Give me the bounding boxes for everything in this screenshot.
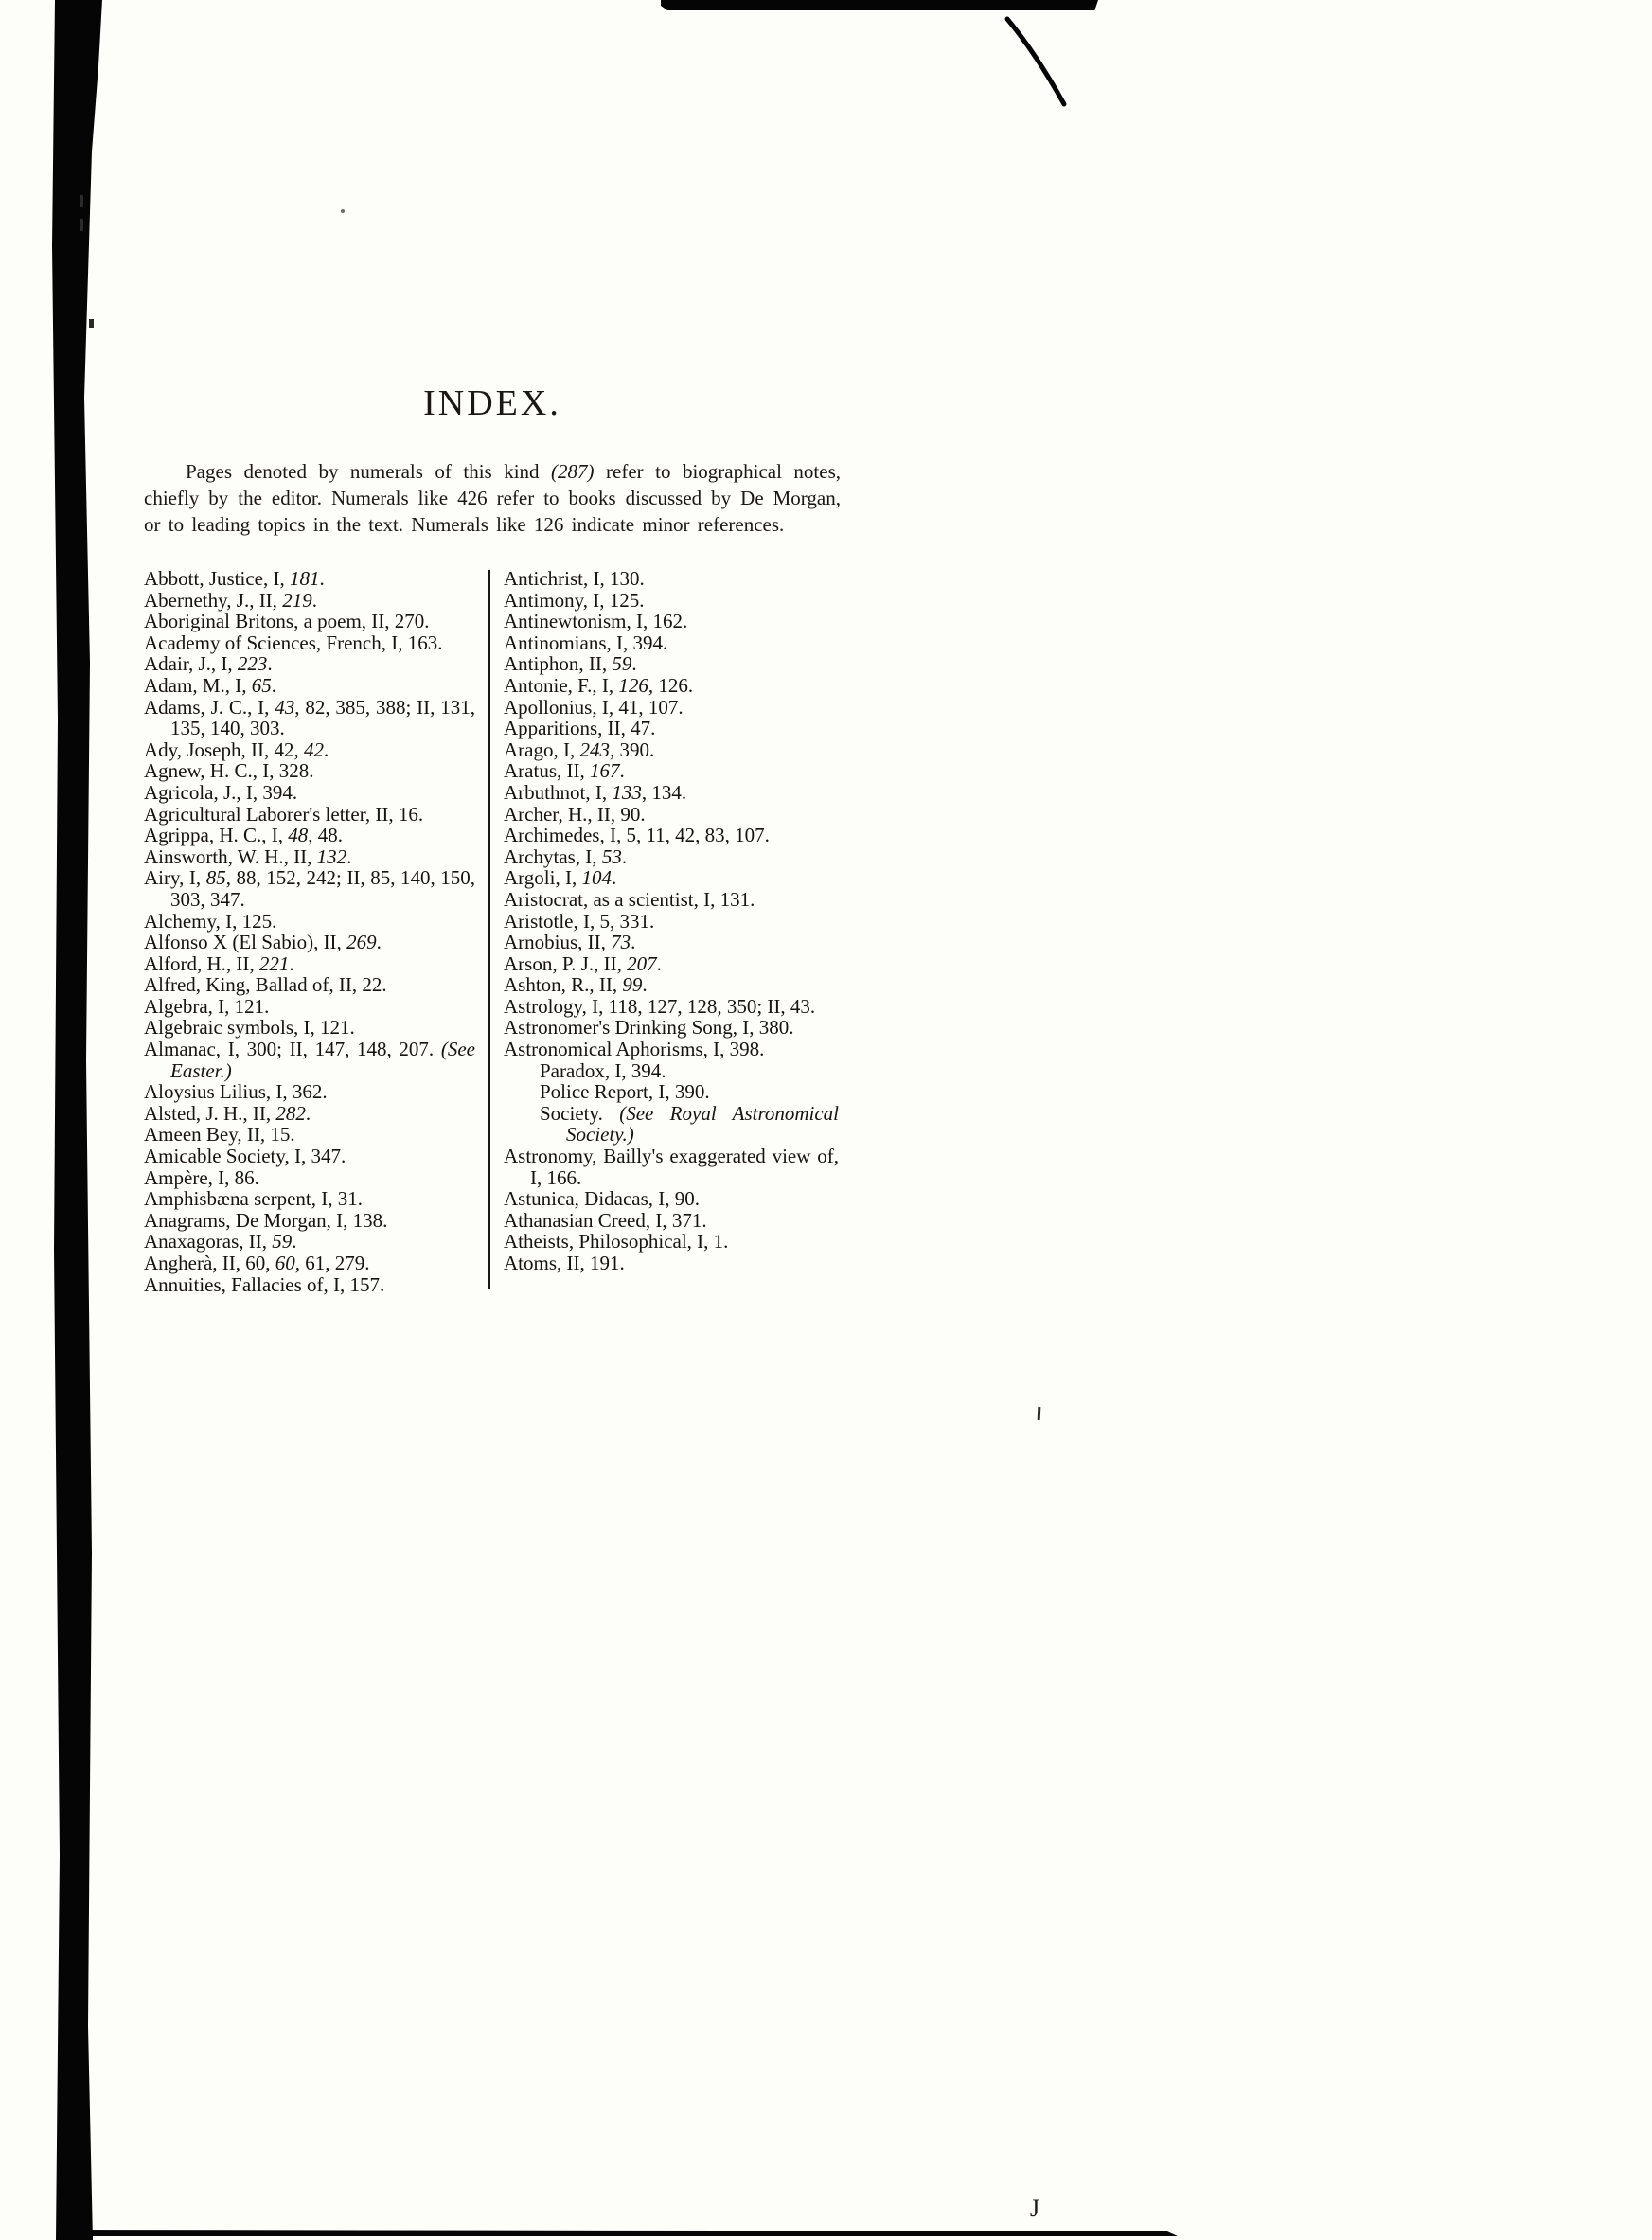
index-entry: Amicable Society, I, 347. <box>144 1145 346 1168</box>
index-entry: Annuities, Fallacies of, I, 157. <box>144 1272 385 1296</box>
page-title: INDEX. <box>423 383 561 423</box>
scan-speck <box>89 319 94 328</box>
index-entry: Argoli, I, 104. <box>504 866 617 890</box>
index-entry: Aratus, II, 167. <box>504 759 625 783</box>
index-entry: Ampère, I, 86. <box>144 1165 259 1189</box>
scan-edge-top <box>661 0 1098 10</box>
index-entry: Antimony, I, 125. <box>504 588 645 612</box>
index-entry: Paradox, I, 394. <box>540 1058 666 1082</box>
index-entry: Abernethy, J., II, 219. <box>144 588 317 612</box>
index-entry: Aboriginal Britons, a poem, II, 270. <box>144 610 430 633</box>
index-entry: Athanasian Creed, I, 371. <box>504 1208 707 1232</box>
scan-speck <box>1038 1407 1041 1420</box>
index-entry: Arnobius, II, 73. <box>504 931 636 954</box>
intro-note: Pages denoted by numerals of this kind (287) refer to biographical notes, chiefly by the editor. Numerals like 426 refer to books discussed by De Morgan, or to leading topics in the text. Numerals like 126 indicate minor references. <box>144 460 841 536</box>
index-entry: Police Report, I, 390. <box>540 1080 710 1104</box>
index-entry: Alchemy, I, 125. <box>144 909 277 933</box>
index-entry: Astronomer's Drinking Song, I, 380. <box>504 1016 794 1040</box>
column-divider-rule <box>488 570 490 1289</box>
index-entry: Abbott, Justice, I, 181. <box>144 567 325 590</box>
index-entry: Astunica, Didacas, I, 90. <box>504 1187 701 1211</box>
index-entry: Adams, J. C., I, 43, 82, 385, 388; II, 131, 135, 140, 303. <box>144 695 475 740</box>
scan-edge-bottom <box>80 2230 1178 2236</box>
pen-mark-icon <box>994 13 1079 112</box>
index-entry: Alfred, King, Ballad of, II, 22. <box>144 973 387 997</box>
index-entry: Astrology, I, 118, 127, 128, 350; II, 43. <box>504 994 816 1018</box>
index-entry: Arson, P. J., II, 207. <box>504 951 662 975</box>
index-entry: Antonie, F., I, 126, 126. <box>504 673 694 697</box>
index-entry: Atoms, II, 191. <box>504 1252 625 1274</box>
index-entry: Anaxagoras, II, 59. <box>144 1230 297 1253</box>
index-entry: Agricultural Laborer's letter, II, 16. <box>144 802 424 826</box>
index-entry: Apollonius, I, 41, 107. <box>504 695 684 719</box>
index-entry: Amphisbæna serpent, I, 31. <box>144 1187 363 1211</box>
index-entry: Ameen Bey, II, 15. <box>144 1123 295 1147</box>
index-entry: Airy, I, 85, 88, 152, 242; II, 85, 140, 150, 303, 347. <box>144 866 476 911</box>
index-entry: Ady, Joseph, II, 42, 42. <box>144 738 329 761</box>
index-entry: Society. (See Royal Astronomical Society.) <box>540 1101 839 1147</box>
index-entry: Antinewtonism, I, 162. <box>504 610 688 633</box>
page-content <box>144 382 841 1295</box>
index-entry: Archytas, I, 53. <box>504 844 628 868</box>
index-entry: Adam, M., I, 65. <box>144 673 276 697</box>
index-entry: Alfonso X (El Sabio), II, 269. <box>144 931 382 954</box>
index-entry: Astronomy, Bailly's exaggerated view of, I, 166. <box>504 1145 839 1189</box>
index-entry: Aristocrat, as a scientist, I, 131. <box>504 887 755 911</box>
index-entry: Aristotle, I, 5, 331. <box>504 909 655 933</box>
scan-speck <box>80 195 83 207</box>
index-entry: Alsted, J. H., II, 282. <box>144 1101 311 1125</box>
index-entry: Algebraic symbols, I, 121. <box>144 1016 355 1040</box>
index-entry: Ainsworth, W. H., II, 132. <box>144 844 352 868</box>
index-entry: Ashton, R., II, 99. <box>504 973 648 997</box>
index-columns <box>144 568 841 1295</box>
index-entry: Almanac, I, 300; II, 147, 148, 207. (See Easter.) <box>144 1038 475 1082</box>
index-entry: Archimedes, I, 5, 11, 42, 83, 107. <box>504 824 770 847</box>
index-entry: Academy of Sciences, French, I, 163. <box>144 631 443 654</box>
scan-speck <box>341 209 345 213</box>
index-entry: Angherà, II, 60, 60, 61, 279. <box>144 1252 370 1274</box>
index-entry: Antiphon, II, 59. <box>504 652 637 676</box>
index-entry: Aloysius Lilius, I, 362. <box>144 1080 328 1104</box>
index-entry: Agnew, H. C., I, 328. <box>144 759 314 783</box>
index-entry: Agricola, J., I, 394. <box>144 780 298 804</box>
scan-speck <box>80 219 83 231</box>
index-entry: Archer, H., II, 90. <box>504 802 646 826</box>
index-entry: Arbuthnot, I, 133, 134. <box>504 780 687 804</box>
index-entry: Arago, I, 243, 390. <box>504 738 655 761</box>
scan-binding-bar <box>49 0 106 2240</box>
index-entry: Adair, J., I, 223. <box>144 652 273 676</box>
index-entry: Atheists, Philosophical, I, 1. <box>504 1230 729 1253</box>
stray-print-mark: J <box>1030 2195 1040 2222</box>
index-entry: Algebra, I, 121. <box>144 994 270 1018</box>
index-column-right <box>504 568 839 1295</box>
index-entry: Antichrist, I, 130. <box>504 567 645 590</box>
index-entry: Alford, H., II, 221. <box>144 951 294 975</box>
index-entry: Astronomical Aphorisms, I, 398. <box>504 1038 765 1061</box>
index-entry: Antinomians, I, 394. <box>504 631 668 654</box>
index-entry: Agrippa, H. C., I, 48, 48. <box>144 824 343 847</box>
index-entry: Anagrams, De Morgan, I, 138. <box>144 1208 388 1232</box>
index-column-left <box>144 568 475 1295</box>
index-entry: Apparitions, II, 47. <box>504 717 656 740</box>
